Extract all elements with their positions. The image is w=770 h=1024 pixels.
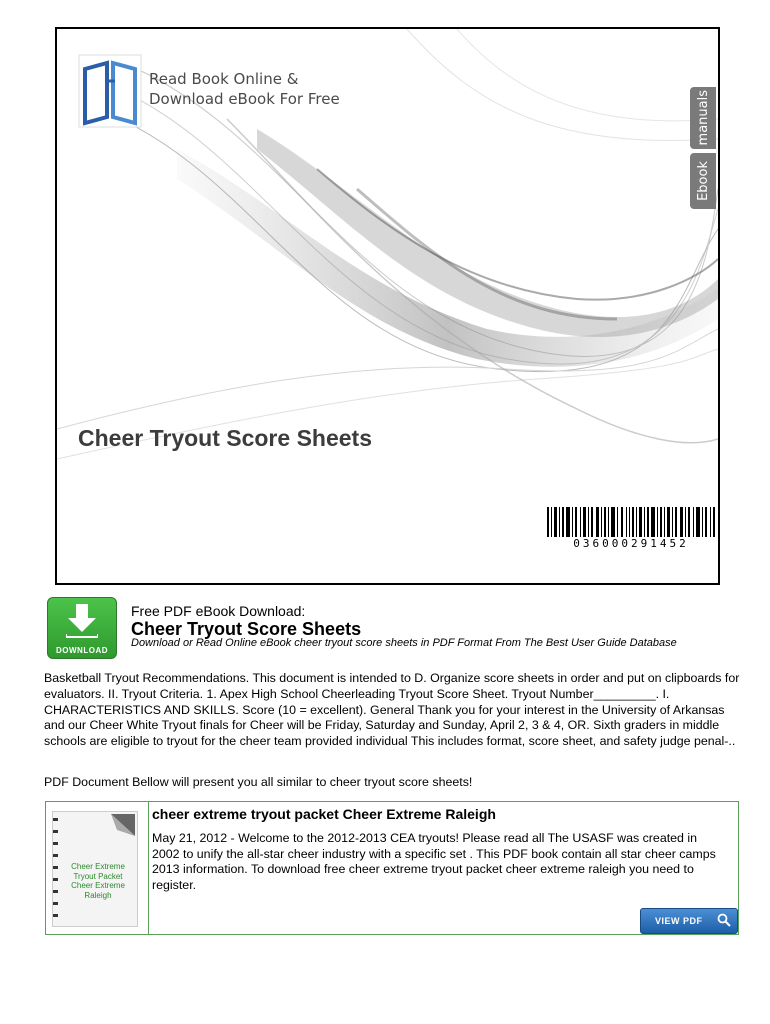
main-title: Cheer Tryout Score Sheets bbox=[131, 619, 362, 639]
related-title[interactable]: cheer extreme tryout packet Cheer Extreme Raleigh bbox=[152, 806, 496, 822]
related-thumbnail[interactable] bbox=[52, 811, 138, 927]
download-arrow-icon bbox=[66, 604, 98, 638]
related-intro: PDF Document Bellow will present you all similar to cheer tryout score sheets! bbox=[44, 775, 473, 789]
ebook-tab-label: Ebook bbox=[695, 161, 711, 201]
related-document bbox=[45, 801, 739, 935]
thumbnail-caption-line: Tryout Packet bbox=[73, 871, 123, 881]
download-subtitle: Download or Read Online eBook cheer tryout score sheets in PDF Format From The Best User Guide Database bbox=[131, 637, 677, 649]
download-button[interactable] bbox=[47, 597, 117, 659]
ebook-cover bbox=[55, 27, 720, 585]
manuals-tab-label: manuals bbox=[695, 90, 711, 146]
thumbnail-caption-line: Raleigh bbox=[84, 890, 112, 900]
barcode-number: 036000291452 bbox=[547, 537, 715, 550]
logo-line-2: Download eBook For Free bbox=[149, 90, 340, 108]
page-curl-icon bbox=[111, 814, 135, 836]
thumbnail-caption-line: Cheer Extreme bbox=[71, 881, 125, 890]
spiral-binding-icon bbox=[53, 812, 59, 926]
ebook-tab bbox=[690, 153, 716, 209]
related-description: May 21, 2012 - Welcome to the 2012-2013 CEA tryouts! Please read all The USASF was created in 2002 to unify the all-star cheer industry with a specific set . This PDF book contain all star cheer camps 2013 information. To download free cheer extreme tryout packet cheer extreme raleigh you need to register. bbox=[152, 831, 716, 892]
description-paragraph: Basketball Tryout Recommendations. This document is intended to D. Organize score sheets in order and put on clipboards for evaluators. II. Tryout Criteria. 1. Apex High School Cheerleading Tryout Score Sheet. Tryout Number_________. I. CHARACTERISTICS AND SKILLS. Score (10 = excellent). General Thank you for your interest in the University of Arkansas and our Cheer White Tryout finals for Cheer will be Friday, Saturday and Sunday, April 2, 3 & 4, OR. Sixth graders in middle schools are eligible to tryout for the cheer team provided individual This includes format, score sheet, and safety judge penal-.. bbox=[44, 671, 740, 749]
book-logo-icon bbox=[77, 51, 143, 131]
download-button-label: DOWNLOAD bbox=[56, 646, 108, 655]
free-download-line: Free PDF eBook Download: bbox=[131, 603, 306, 619]
view-pdf-label: VIEW PDF bbox=[655, 916, 703, 926]
view-pdf-button[interactable] bbox=[640, 908, 738, 934]
logo-line-1: Read Book Online & bbox=[149, 70, 299, 88]
thumbnail-caption-line: Cheer Extreme bbox=[71, 862, 125, 871]
magnifier-icon bbox=[717, 913, 731, 927]
cover-title: Cheer Tryout Score Sheets bbox=[78, 425, 372, 451]
thumbnail-caption bbox=[63, 862, 133, 900]
related-thumbnail-frame bbox=[46, 802, 149, 934]
manuals-tab bbox=[690, 87, 716, 149]
site-logo bbox=[77, 51, 347, 131]
logo-text bbox=[149, 69, 340, 109]
